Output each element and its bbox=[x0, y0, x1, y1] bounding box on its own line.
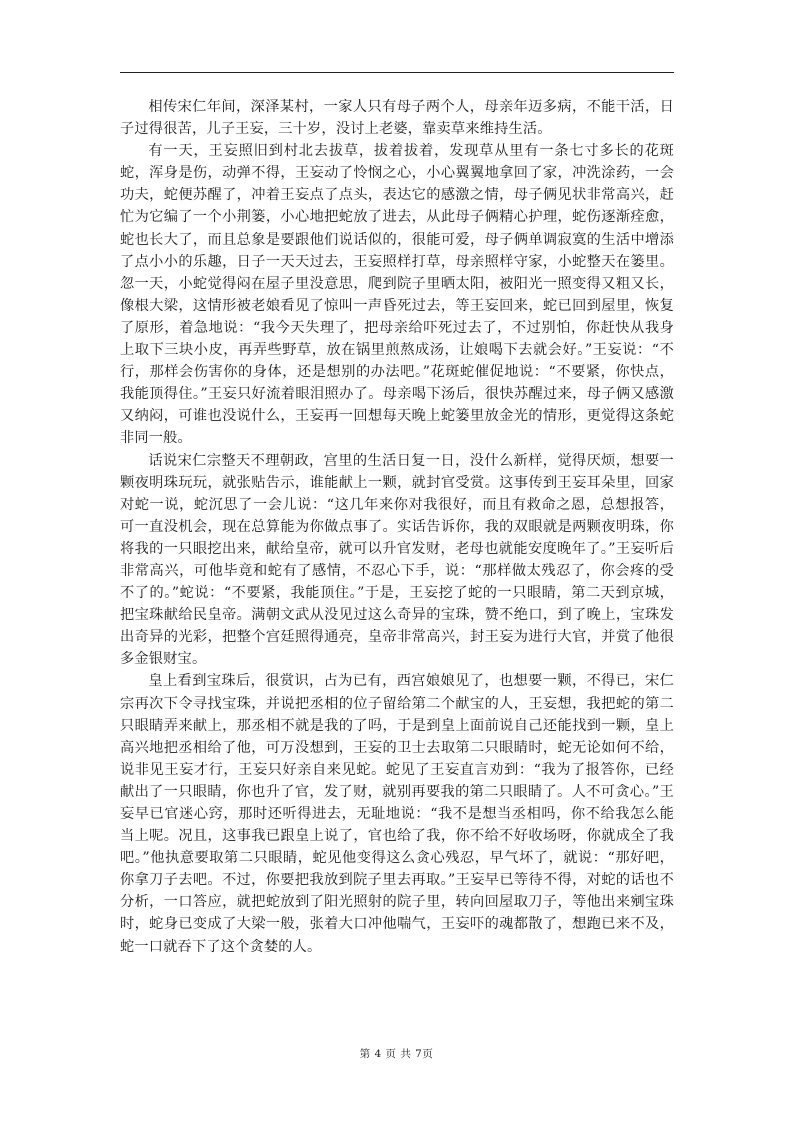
page-footer bbox=[0, 1046, 793, 1061]
paragraph-1: 相传宋仁年间，深泽某村，一家人只有母子两个人，母亲年迈多病，不能干活，日子过得很苦，儿子王妄，三十岁，没讨上老婆，靠卖草来维持生活。 bbox=[120, 99, 674, 138]
paragraph-2: 有一天，王妄照旧到村北去拔草，拔着拔着，发现草从里有一条七寸多长的花斑蛇，浑身是伤，动弹不得，王妄动了怜悯之心，小心翼翼地拿回了家，冲洗涂药，一会功夫，蛇便苏醒了，冲着王妄点了点头，表达它的感激之情，母子俩见状非常高兴，赶忙为它编了一个小荆篓，小心地把蛇放了进去，从此母子俩精心护理，蛇伤逐渐痊愈，蛇也长大了，而且总象是要跟他们说话似的，很能可爱，母子俩单调寂寞的生活中增添了点小小的乐趣，日子一天天过去，王妄照样打草，母亲照样守家，小蛇整天在篓里。忽一天，小蛇觉得闷在屋子里没意思，爬到院子里晒太阳，被阳光一照变得又粗又长，像根大梁，这情形被老娘看见了惊叫一声昏死过去，等王妄回来，蛇已回到屋里，恢复了原形，着急地说：“我今天失理了，把母亲给吓死过去了，不过别怕，你赶快从我身上取下三块小皮，再弄些野草，放在锅里煎熬成汤，让娘喝下去就会好。”王妄说：“不行，那样会伤害你的身体，还是想别的办法吧。”花斑蛇催促地说：“不要紧，你快点，我能顶得住。”王妄只好流着眼泪照办了。母亲喝下汤后，很快苏醒过来，母子俩又感激又纳闷，可谁也没说什么，王妄再一回想每天晚上蛇篓里放金光的情形，更觉得这条蛇非同一般。 bbox=[120, 143, 674, 447]
document-body bbox=[120, 96, 674, 958]
paragraph-3: 话说宋仁宗整天不理朝政，宫里的生活日复一日，没什么新样，觉得厌烦，想要一颗夜明珠玩玩，就张贴告示，谁能献上一颗，就封官受赏。这事传到王妄耳朵里，回家对蛇一说，蛇沉思了一会儿说：“这几年来你对我很好，而且有救命之恩，总想报答，可一直没机会，现在总算能为你做点事了。实话告诉你，我的双眼就是两颗夜明珠，你将我的一只眼挖出来，献给皇帝，就可以升官发财，老母也就能安度晚年了。”王妄听后非常高兴，可他毕竟和蛇有了感情，不忍心下手，说：“那样做太残忍了，你会疼的受不了的。”蛇说：“不要紧，我能顶住。”于是，王妄挖了蛇的一只眼睛，第二天到京城，把宝珠献给民皇帝。满朝文武从没见过这么奇异的宝珠，赞不绝口，到了晚上，宝珠发出奇异的光彩，把整个宫廷照得通亮，皇帝非常高兴，封王妄为进行大官，并赏了他很多金银财宝。 bbox=[120, 452, 674, 668]
page-number: 第 4 页 共 7页 bbox=[359, 1048, 434, 1060]
header-rule bbox=[120, 72, 674, 73]
paragraph-4: 皇上看到宝珠后，很赏识，占为已有，西宫娘娘见了，也想要一颗，不得已，宋仁宗再次下令寻找宝珠，并说把丞相的位子留给第二个献宝的人，王妄想，我把蛇的第二只眼睛弄来献上，那丞相不就是我的了吗，于是到皇上面前说自己还能找到一颗，皇上高兴地把丞相给了他，可万没想到，王妄的卫士去取第二只眼睛时，蛇无论如何不给，说非见王妄才行，王妄只好亲自来见蛇。蛇见了王妄直言劝到：“我为了报答你，已经献出了一只眼睛，你也升了官，发了财，就别再要我的第二只眼睛了。人不可贪心。”王妄早已官迷心窍，那时还听得进去，无耻地说：“我不是想当丞相吗，你不给我怎么能当上呢。况且，这事我已跟皇上说了，官也给了我，你不给不好收场呀，你就成全了我吧。”他执意要取第二只眼睛，蛇见他变得这么贪心残忍，早气坏了，就说：“那好吧，你拿刀子去吧。不过，你要把我放到院子里去再取。”王妄早已等待不得，对蛇的话也不分析，一口答应，就把蛇放到了阳光照射的院子里，转向回屋取刀子，等他出来剜宝珠时，蛇身已变成了大梁一般，张着大口冲他喘气，王妄吓的魂都散了，想跑已来不及，蛇一口就吞下了这个贪婪的人。 bbox=[120, 673, 674, 955]
